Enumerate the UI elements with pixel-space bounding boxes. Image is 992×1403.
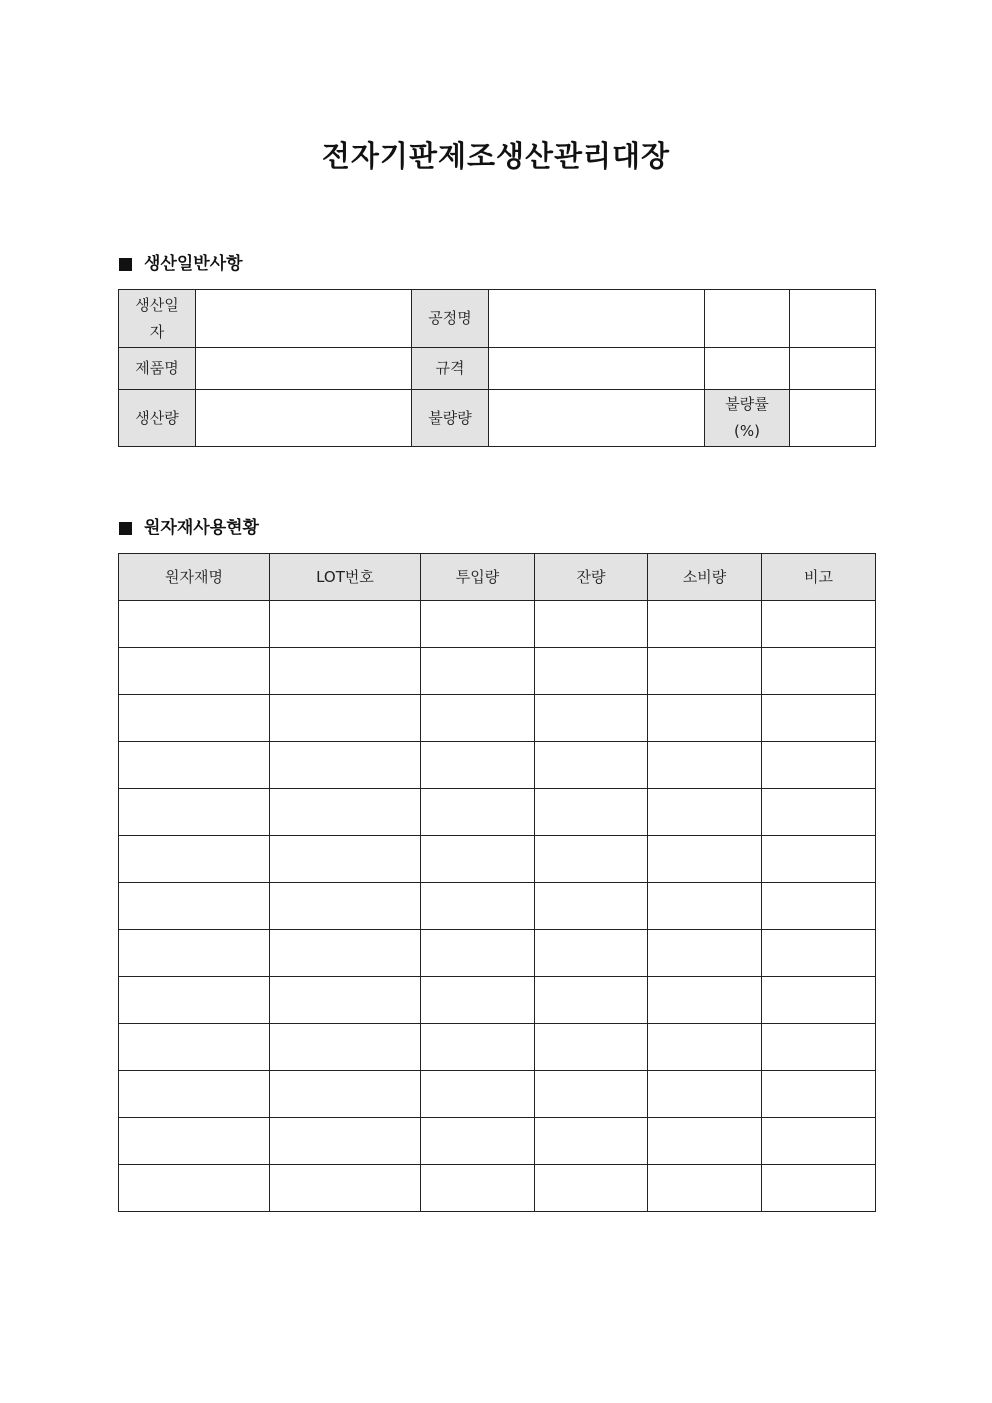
table-row	[119, 1071, 876, 1118]
remaining-quantity-cell[interactable]	[535, 836, 648, 883]
lot-number-cell[interactable]	[270, 883, 421, 930]
remaining-quantity-cell[interactable]	[535, 930, 648, 977]
field-extra-2[interactable]	[790, 290, 876, 348]
lot-number-cell[interactable]	[270, 930, 421, 977]
general-info-table	[118, 289, 876, 447]
label-production-date: 생산일자	[119, 290, 196, 348]
remarks-cell[interactable]	[762, 1071, 876, 1118]
remaining-quantity-cell[interactable]	[535, 1024, 648, 1071]
lot-number-cell[interactable]	[270, 836, 421, 883]
consumed-quantity-cell[interactable]	[648, 883, 762, 930]
material-name-cell[interactable]	[119, 601, 270, 648]
table-row	[119, 930, 876, 977]
label-product-name: 제품명	[119, 348, 196, 390]
table-row	[119, 648, 876, 695]
table-row	[119, 601, 876, 648]
field-product-name[interactable]	[196, 348, 412, 390]
section-heading-materials	[119, 516, 259, 540]
table-row	[119, 836, 876, 883]
lot-number-cell[interactable]	[270, 601, 421, 648]
table-row	[119, 883, 876, 930]
remarks-cell[interactable]	[762, 1165, 876, 1212]
input-quantity-cell[interactable]	[421, 789, 535, 836]
column-header-material-name: 원자재명	[119, 554, 270, 601]
input-quantity-cell[interactable]	[421, 648, 535, 695]
label-specification: 규격	[412, 348, 489, 390]
field-production-quantity[interactable]	[196, 390, 412, 447]
remarks-cell[interactable]	[762, 883, 876, 930]
column-header-input-quantity: 투입량	[421, 554, 535, 601]
input-quantity-cell[interactable]	[421, 1071, 535, 1118]
remaining-quantity-cell[interactable]	[535, 883, 648, 930]
input-quantity-cell[interactable]	[421, 1024, 535, 1071]
remaining-quantity-cell[interactable]	[535, 1118, 648, 1165]
remaining-quantity-cell[interactable]	[535, 1071, 648, 1118]
consumed-quantity-cell[interactable]	[648, 789, 762, 836]
remarks-cell[interactable]	[762, 1024, 876, 1071]
material-table-body	[119, 601, 876, 1212]
remaining-quantity-cell[interactable]	[535, 648, 648, 695]
square-bullet-icon	[119, 258, 132, 271]
field-process-name[interactable]	[489, 290, 705, 348]
consumed-quantity-cell[interactable]	[648, 601, 762, 648]
table-row	[119, 977, 876, 1024]
remarks-cell[interactable]	[762, 836, 876, 883]
input-quantity-cell[interactable]	[421, 1165, 535, 1212]
lot-number-cell[interactable]	[270, 789, 421, 836]
lot-number-cell[interactable]	[270, 648, 421, 695]
column-header-remaining-quantity: 잔량	[535, 554, 648, 601]
remarks-cell[interactable]	[762, 648, 876, 695]
remarks-cell[interactable]	[762, 695, 876, 742]
label-defect-quantity: 불량량	[412, 390, 489, 447]
input-quantity-cell[interactable]	[421, 742, 535, 789]
consumed-quantity-cell[interactable]	[648, 695, 762, 742]
material-name-cell[interactable]	[119, 789, 270, 836]
square-bullet-icon	[119, 522, 132, 535]
consumed-quantity-cell[interactable]	[648, 836, 762, 883]
remaining-quantity-cell[interactable]	[535, 742, 648, 789]
material-name-cell[interactable]	[119, 1165, 270, 1212]
label-defect-rate: 불량률(%)	[705, 390, 790, 447]
general-row-production-date	[119, 290, 876, 348]
section-heading-materials-text: 원자재사용현황	[144, 518, 259, 538]
consumed-quantity-cell[interactable]	[648, 977, 762, 1024]
lot-number-cell[interactable]	[270, 977, 421, 1024]
lot-number-cell[interactable]	[270, 1118, 421, 1165]
table-row	[119, 1118, 876, 1165]
column-header-consumed-quantity: 소비량	[648, 554, 762, 601]
general-row-product-name	[119, 348, 876, 390]
remarks-cell[interactable]	[762, 930, 876, 977]
input-quantity-cell[interactable]	[421, 1118, 535, 1165]
remarks-cell[interactable]	[762, 1118, 876, 1165]
field-extra-4[interactable]	[790, 348, 876, 390]
section-heading-general-text: 생산일반사항	[144, 254, 243, 274]
material-name-cell[interactable]	[119, 1118, 270, 1165]
input-quantity-cell[interactable]	[421, 977, 535, 1024]
section-heading-general	[119, 252, 243, 276]
field-extra-3[interactable]	[705, 348, 790, 390]
lot-number-cell[interactable]	[270, 1071, 421, 1118]
material-name-cell[interactable]	[119, 836, 270, 883]
table-row	[119, 742, 876, 789]
remarks-cell[interactable]	[762, 789, 876, 836]
input-quantity-cell[interactable]	[421, 883, 535, 930]
remarks-cell[interactable]	[762, 977, 876, 1024]
remarks-cell[interactable]	[762, 742, 876, 789]
material-name-cell[interactable]	[119, 648, 270, 695]
remaining-quantity-cell[interactable]	[535, 601, 648, 648]
column-header-lot-number: LOT번호	[270, 554, 421, 601]
consumed-quantity-cell[interactable]	[648, 1118, 762, 1165]
field-specification[interactable]	[489, 348, 705, 390]
general-row-production-quantity	[119, 390, 876, 447]
consumed-quantity-cell[interactable]	[648, 1071, 762, 1118]
material-header-row	[119, 554, 876, 601]
material-name-cell[interactable]	[119, 742, 270, 789]
consumed-quantity-cell[interactable]	[648, 1165, 762, 1212]
consumed-quantity-cell[interactable]	[648, 930, 762, 977]
consumed-quantity-cell[interactable]	[648, 742, 762, 789]
input-quantity-cell[interactable]	[421, 695, 535, 742]
table-row	[119, 789, 876, 836]
lot-number-cell[interactable]	[270, 1024, 421, 1071]
input-quantity-cell[interactable]	[421, 930, 535, 977]
lot-number-cell[interactable]	[270, 1165, 421, 1212]
table-row	[119, 1024, 876, 1071]
document-title: 전자기판제조생산관리대장	[321, 139, 671, 173]
consumed-quantity-cell[interactable]	[648, 1024, 762, 1071]
input-quantity-cell[interactable]	[421, 601, 535, 648]
table-row	[119, 1165, 876, 1212]
material-name-cell[interactable]	[119, 883, 270, 930]
label-production-quantity: 생산량	[119, 390, 196, 447]
remaining-quantity-cell[interactable]	[535, 789, 648, 836]
label-process-name: 공정명	[412, 290, 489, 348]
material-name-cell[interactable]	[119, 977, 270, 1024]
field-defect-quantity[interactable]	[489, 390, 705, 447]
remaining-quantity-cell[interactable]	[535, 1165, 648, 1212]
consumed-quantity-cell[interactable]	[648, 648, 762, 695]
remaining-quantity-cell[interactable]	[535, 695, 648, 742]
lot-number-cell[interactable]	[270, 742, 421, 789]
lot-number-cell[interactable]	[270, 695, 421, 742]
field-production-date[interactable]	[196, 290, 412, 348]
material-usage-table	[118, 553, 876, 1212]
field-extra-1[interactable]	[705, 290, 790, 348]
remaining-quantity-cell[interactable]	[535, 977, 648, 1024]
material-name-cell[interactable]	[119, 1071, 270, 1118]
material-name-cell[interactable]	[119, 1024, 270, 1071]
material-name-cell[interactable]	[119, 695, 270, 742]
remarks-cell[interactable]	[762, 601, 876, 648]
column-header-remarks: 비고	[762, 554, 876, 601]
field-defect-rate[interactable]	[790, 390, 876, 447]
material-name-cell[interactable]	[119, 930, 270, 977]
input-quantity-cell[interactable]	[421, 836, 535, 883]
table-row	[119, 695, 876, 742]
